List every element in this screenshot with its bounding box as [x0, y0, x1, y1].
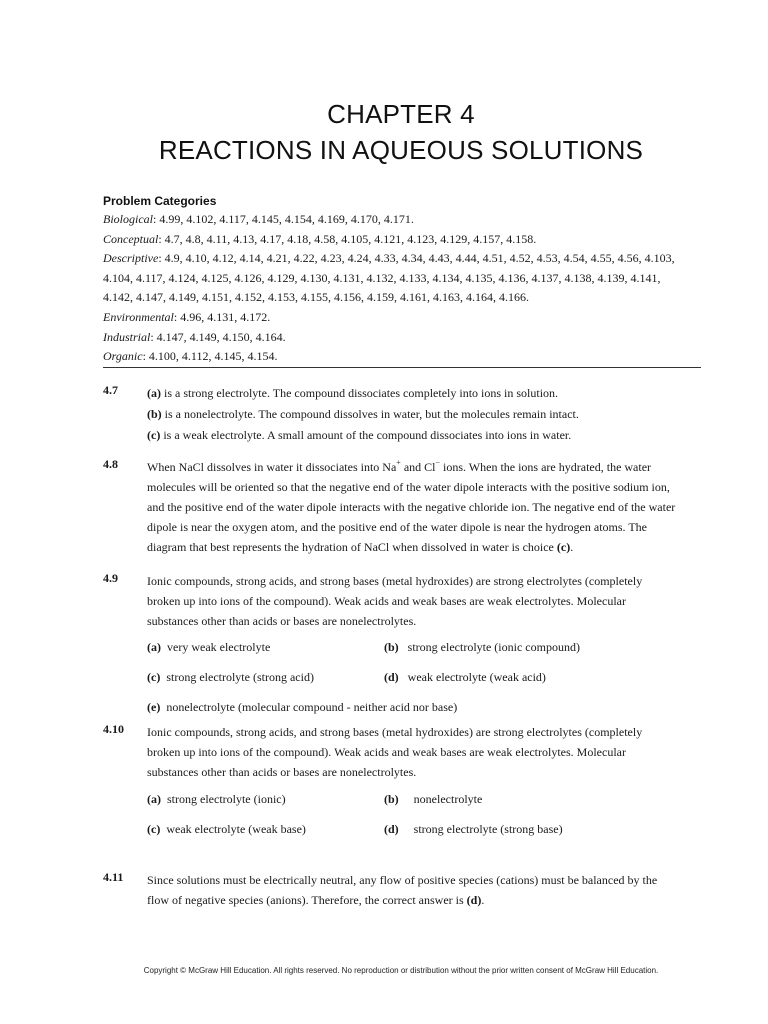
- category-industrial: Industrial: 4.147, 4.149, 4.150, 4.164.: [103, 329, 286, 344]
- answer-c: (c) is a weak electrolyte. A small amount of the compound dissociates into ions in water.: [147, 428, 572, 442]
- line-1: Ionic compounds, strong acids, and strong bases (metal hydroxides) are strong electrolytes (completely: [147, 574, 643, 588]
- category-biological: Biological: 4.99, 4.102, 4.117, 4.145, 4.154, 4.169, 4.170, 4.171.: [103, 212, 414, 226]
- option-d: (d) strong electrolyte (strong base): [384, 822, 563, 836]
- problem-body: [147, 457, 707, 557]
- line-4: dipole is near the oxygen atom, and the positive end of the water dipole is near the hydrogen atoms. The: [147, 520, 647, 534]
- option-a: (a) strong electrolyte (ionic): [147, 792, 286, 806]
- answer-a: (a) is a strong electrolyte. The compound dissociates completely into ions in solution.: [147, 386, 559, 400]
- answer-b: (b) is a nonelectrolyte. The compound dissolves in water, but the molecules remain intact.: [147, 407, 579, 421]
- category-environmental: Environmental: 4.96, 4.131, 4.172.: [103, 309, 271, 324]
- problem-number: 4.11: [103, 870, 124, 884]
- problem-body: [147, 722, 707, 782]
- problem-body: [147, 383, 707, 446]
- line-3: substances other than acids or bases are nonelectrolytes.: [147, 765, 417, 779]
- line-3: substances other than acids or bases are nonelectrolytes.: [147, 614, 417, 628]
- option-a: (a) very weak electrolyte: [147, 640, 271, 654]
- option-d: (d) weak electrolyte (weak acid): [384, 670, 546, 684]
- problem-body: [147, 870, 707, 910]
- problem-number: 4.10: [103, 722, 124, 736]
- category-descriptive-cont-1: 4.104, 4.117, 4.124, 4.125, 4.126, 4.129, 4.130, 4.131, 4.132, 4.133, 4.134, 4.135, 4.136, 4.137, 4.138, 4.139, 4.141,: [103, 270, 661, 285]
- problem-categories-heading: Problem Categories: [103, 194, 217, 208]
- option-c: (c) weak electrolyte (weak base): [147, 822, 306, 836]
- problem-body: [147, 571, 707, 631]
- line-2: molecules will be oriented so that the negative end of the water dipole interacts with the positive sodium ion,: [147, 480, 670, 494]
- problem-number: 4.7: [103, 383, 118, 397]
- category-organic: Organic: 4.100, 4.112, 4.145, 4.154.: [103, 349, 278, 364]
- chapter-name: REACTIONS IN AQUEOUS SOLUTIONS: [158, 135, 644, 165]
- line-1: Ionic compounds, strong acids, and strong bases (metal hydroxides) are strong electrolytes (completely: [147, 725, 643, 739]
- category-descriptive: Descriptive: 4.9, 4.10, 4.12, 4.14, 4.21, 4.22, 4.23, 4.24, 4.33, 4.34, 4.43, 4.44, 4.51, 4.52, 4.53, 4.54, 4.55, 4.56, 4.103,: [103, 251, 675, 266]
- option-b: (b) strong electrolyte (ionic compound): [384, 640, 580, 654]
- section-divider: [103, 367, 701, 368]
- problem-categories-list: [103, 210, 708, 367]
- option-c: (c) strong electrolyte (strong acid): [147, 670, 314, 684]
- option-e: (e) nonelectrolyte (molecular compound - neither acid nor base): [147, 700, 458, 714]
- chapter-number: CHAPTER 4: [327, 99, 475, 129]
- chapter-title: [0, 96, 768, 168]
- line-2: broken up into ions of the compound). Weak acids and weak bases are weak electrolytes. Molecular: [147, 594, 626, 608]
- problem-number: 4.9: [103, 571, 118, 585]
- line-3: and the positive end of the water dipole interacts with the negative chloride ion. The negative end of the water: [147, 500, 676, 514]
- copyright-footer: Copyright © McGraw Hill Education. All rights reserved. No reproduction or distribution without the prior written consent of McGraw Hill Education.: [143, 966, 659, 975]
- line-1: Since solutions must be electrically neutral, any flow of positive species (cations) must be balanced by the: [147, 873, 658, 887]
- line-2: broken up into ions of the compound). Weak acids and weak bases are weak electrolytes. Molecular: [147, 745, 626, 759]
- problem-number: 4.8: [103, 457, 118, 471]
- category-conceptual: Conceptual: 4.7, 4.8, 4.11, 4.13, 4.17, 4.18, 4.58, 4.105, 4.121, 4.123, 4.129, 4.157, 4.158.: [103, 231, 537, 246]
- category-descriptive-cont-2: 4.142, 4.147, 4.149, 4.151, 4.152, 4.153, 4.155, 4.156, 4.159, 4.161, 4.163, 4.164, 4.166.: [103, 290, 529, 305]
- line-5: diagram that best represents the hydration of NaCl when dissolved in water is choice (c).: [147, 540, 574, 554]
- option-b: (b) nonelectrolyte: [384, 792, 483, 806]
- line-2: flow of negative species (anions). Therefore, the correct answer is (d).: [147, 893, 485, 907]
- line-1: When NaCl dissolves in water it dissociates into Na+ and Cl− ions. When the ions are hydrated, the water: [147, 458, 652, 474]
